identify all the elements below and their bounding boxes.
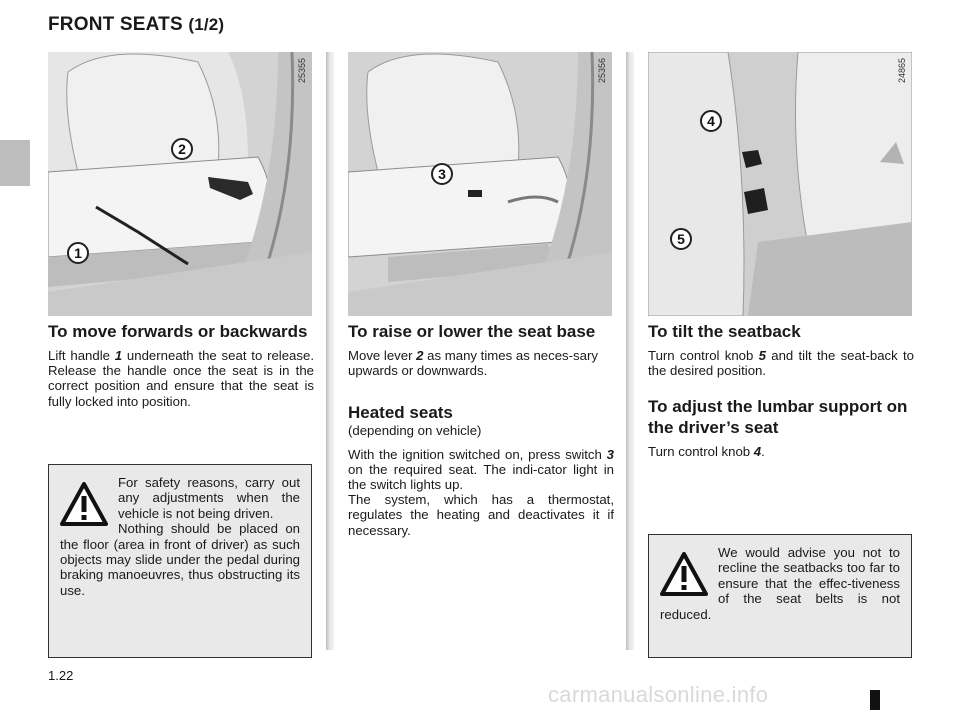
body-text: Lift handle 1 underneath the seat to release. Release the handle once the seat is in the correct position and ensure that the seat is fully locked into position. [48,348,314,409]
page-number: 1.22 [48,668,74,683]
safety-warning-box [48,464,312,658]
seat-photo-1 [48,52,312,316]
warning-triangle-icon [660,551,708,597]
watermark: carmanualsonline.info [548,682,769,707]
callout-3: 3 [431,163,453,185]
body-text: With the ignition switched on, press switch 3 on the required seat. The indi-cator light in the switch lights up. [348,446,614,493]
section-heading: Heated seats [348,403,453,423]
body-text: The system, which has a thermostat, regulates the heating and deactivates it if necessary. [348,492,614,538]
page-corner-mark [870,690,880,710]
section-heading: To move forwards or backwards [48,322,308,341]
body-text: Move lever 2 as many times as neces-sary upwards or downwards. [348,348,598,379]
photo-id: 25355 [297,58,307,84]
body-text: Turn control knob 4. [648,444,765,460]
warning-text: For safety reasons, carry out any adjustments when the vehicle is not being driven. [118,475,300,521]
column-divider [626,52,634,650]
section-heading: To raise or lower the seat base [348,322,596,341]
subheading-note: (depending on vehicle) [348,423,482,439]
column-1 [48,321,314,409]
page-title: FRONT SEATS (1/2) [48,14,225,35]
seatback-warning-box [648,534,912,658]
callout-5: 5 [670,228,692,250]
section-heading: To adjust the lumbar support on the driver’s seat [648,397,908,438]
section-tab [0,140,30,186]
callout-1: 1 [67,242,89,264]
warning-text: Nothing should be placed on the floor (area in front of driver) as such objects may slide under the pedal during braking manoeuvres, thus obstructing its use. [60,521,300,598]
body-text: Turn control knob 5 and tilt the seat-back to the desired position. [648,348,915,379]
seat-photo-3 [648,52,912,316]
seat-photo-2 [348,52,612,316]
photo-id: 25356 [597,58,607,84]
warning-triangle-icon [60,481,108,527]
warning-text: We would advise you not to recline the seatbacks too far to ensure that the effec-tiveness of the seat belts is not reduced. [660,545,900,622]
photo-id: 24865 [897,58,907,84]
callout-2: 2 [171,138,193,160]
section-heading: To tilt the seatback [648,322,801,341]
column-3 [648,321,914,460]
callout-4: 4 [700,110,722,132]
column-2 [348,321,614,538]
column-divider [326,52,334,650]
